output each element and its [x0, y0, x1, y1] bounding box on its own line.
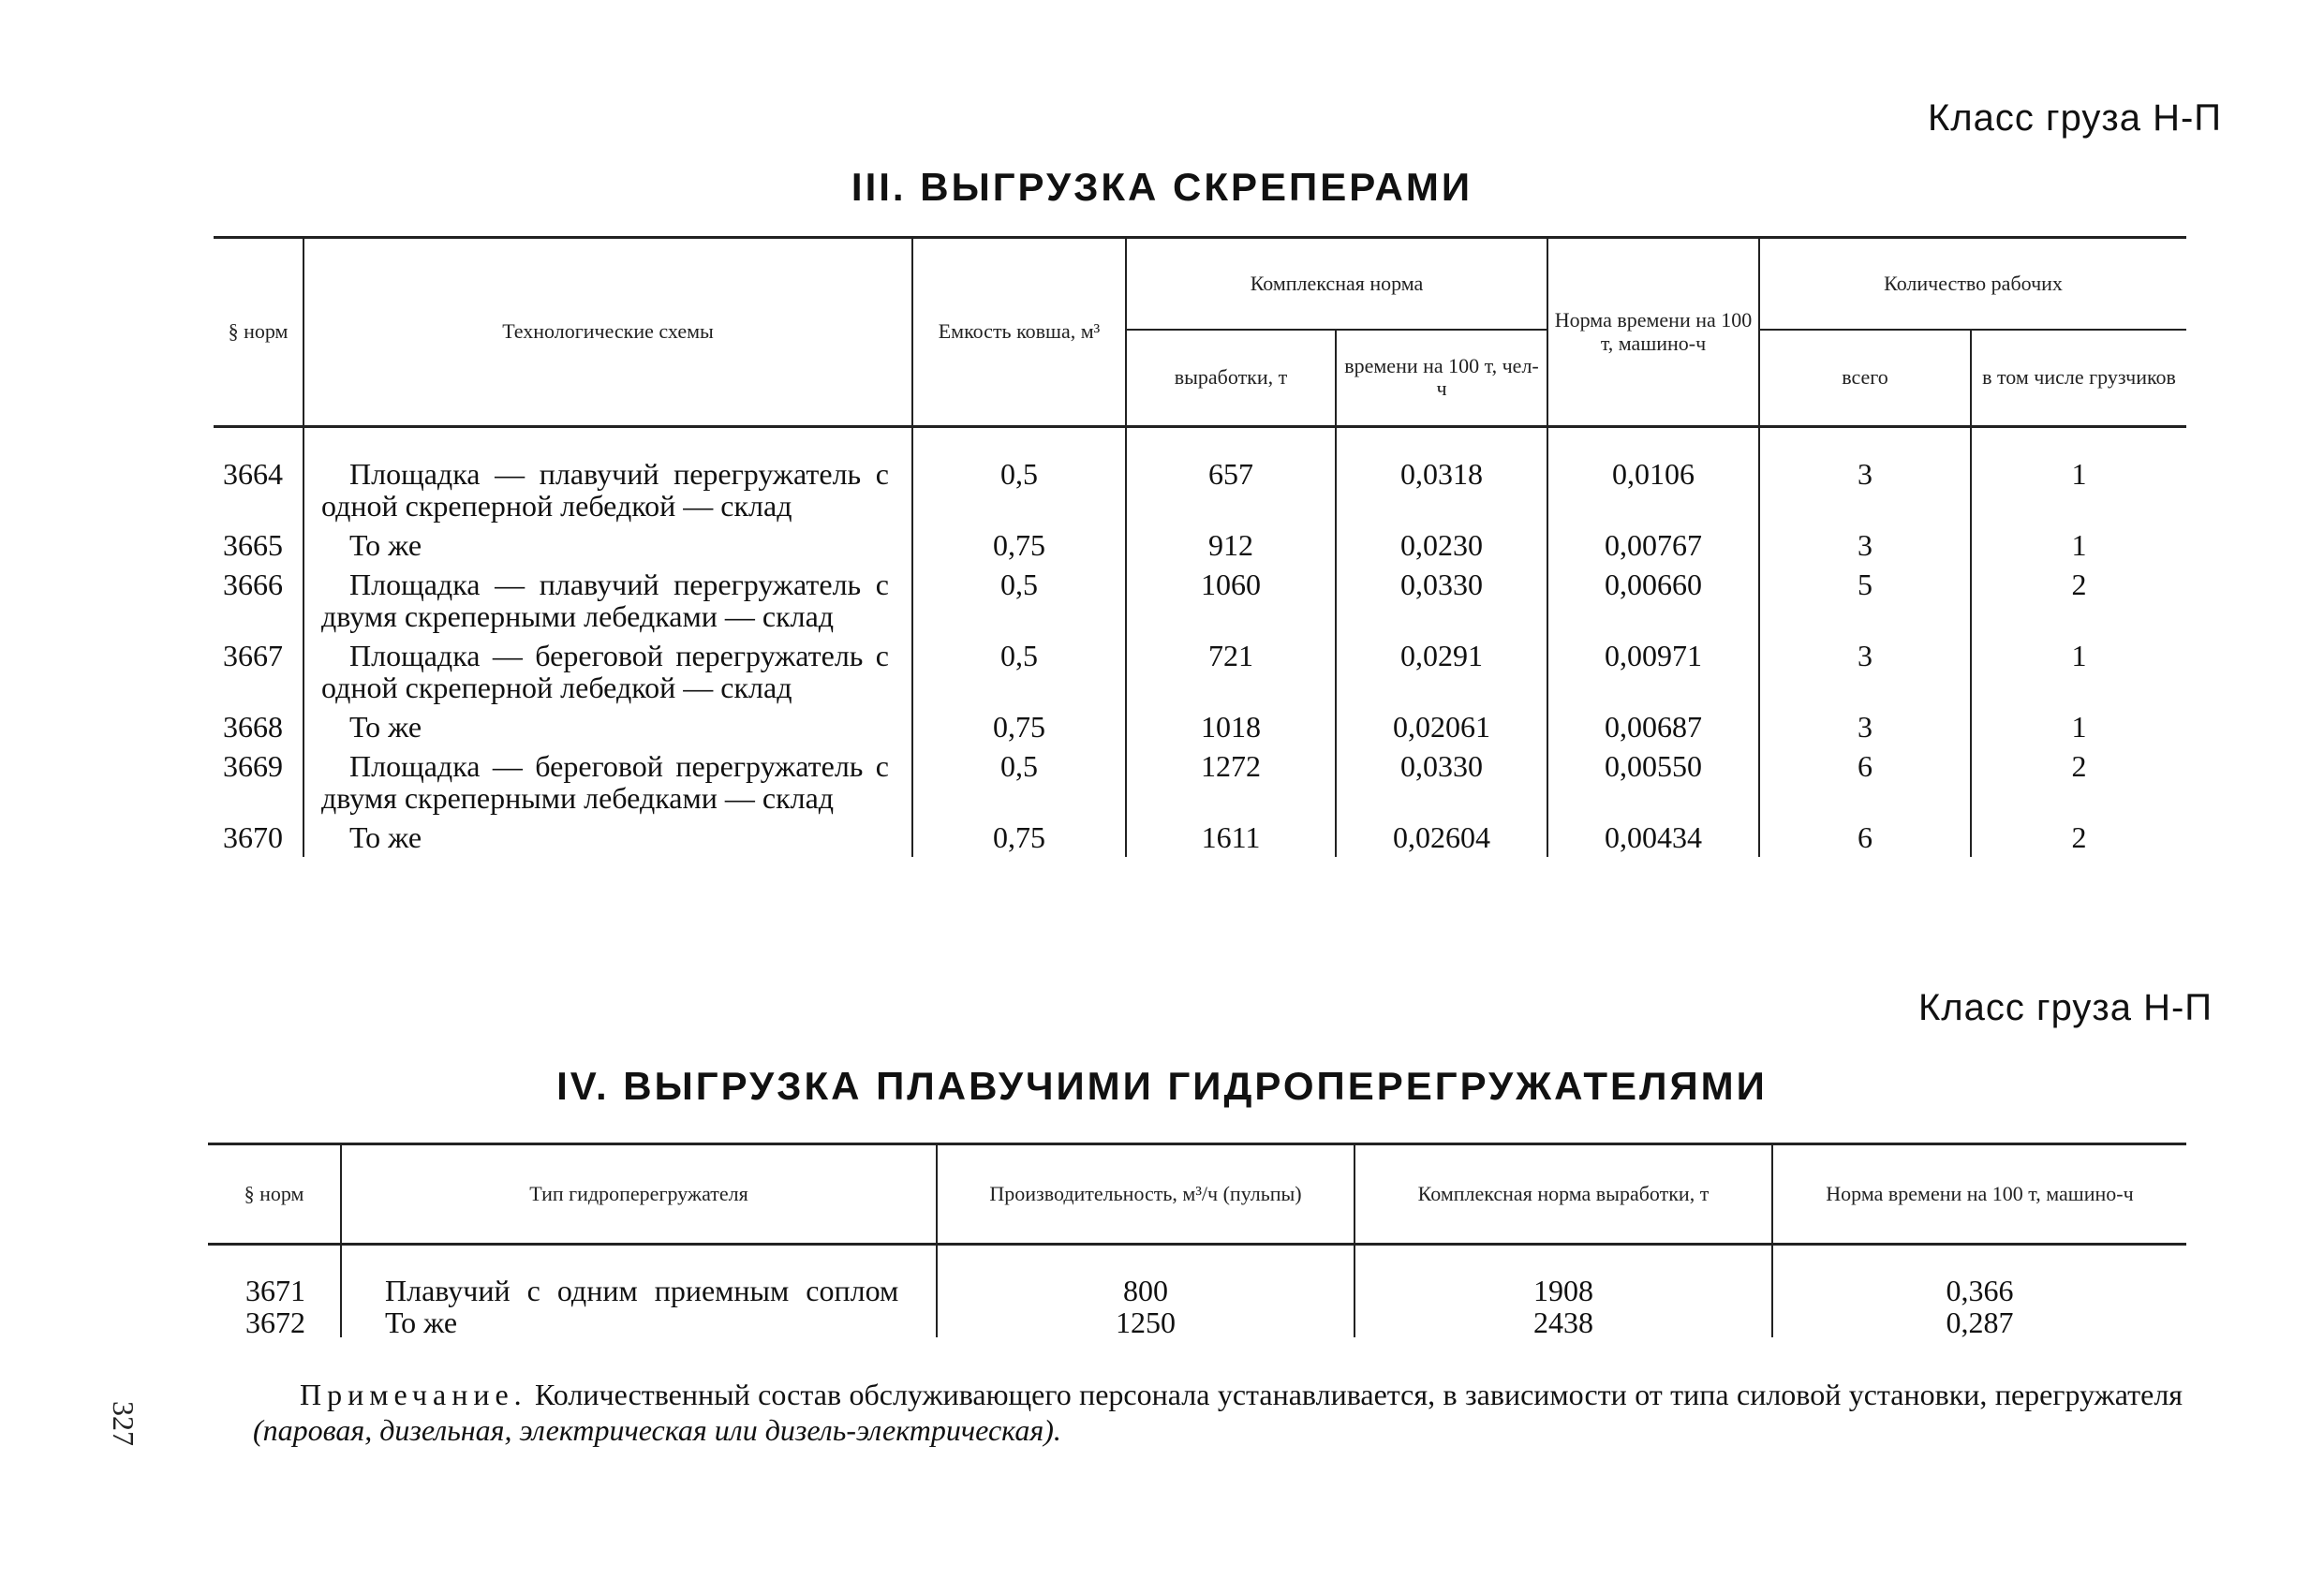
- time-value: 0,0330: [1336, 746, 1547, 818]
- productivity-value: 1250: [937, 1305, 1354, 1337]
- output-value: 912: [1126, 525, 1336, 565]
- header-hydro-type: Тип гидроперегружателя: [341, 1144, 937, 1245]
- table-row: [214, 525, 2186, 565]
- loaders-value: 2: [1971, 818, 2186, 857]
- norm-number: 3664: [223, 457, 283, 491]
- header-time-per-100t: времени на 100 т, чел-ч: [1336, 330, 1547, 427]
- productivity-value: 800: [937, 1245, 1354, 1306]
- capacity-value: 0,5: [912, 636, 1126, 707]
- machine-value: 0,366: [1772, 1245, 2186, 1306]
- scraper-unloading-table: [214, 236, 2186, 857]
- note-text: Количественный состав обслуживающего персонала устанавливается, в зависимости от типа силовой установки, перегружателя: [526, 1378, 2183, 1411]
- output-value: 1272: [1126, 746, 1336, 818]
- machine-value: 0,00971: [1547, 636, 1759, 707]
- time-value: 0,0330: [1336, 565, 1547, 636]
- note-italic-text: (паровая, дизельная, электрическая или дизель-электрическая).: [253, 1413, 1061, 1447]
- header-workers-total: всего: [1759, 330, 1971, 427]
- cargo-class-label-top: Класс груза Н-П: [1928, 97, 2223, 139]
- loaders-value: 1: [1971, 707, 2186, 746]
- workers-total-value: 3: [1759, 707, 1971, 746]
- capacity-value: 0,5: [912, 565, 1126, 636]
- capacity-value: 0,75: [912, 707, 1126, 746]
- table-row: [208, 1245, 2186, 1306]
- output-value: 1060: [1126, 565, 1336, 636]
- norm-number: 3668: [223, 710, 283, 744]
- norm-number: 3666: [223, 568, 283, 601]
- capacity-value: 0,75: [912, 525, 1126, 565]
- scheme-text: Площадка — береговой перегружатель с двумя скреперными лебедками — склад: [303, 746, 912, 818]
- machine-value: 0,0106: [1547, 427, 1759, 526]
- machine-value: 0,00660: [1547, 565, 1759, 636]
- header-workers: Количество рабочих: [1759, 238, 2186, 330]
- norm-number: 3667: [223, 639, 283, 672]
- loaders-value: 2: [1971, 565, 2186, 636]
- output-value: 657: [1126, 427, 1336, 526]
- norm-number: 3665: [223, 528, 283, 562]
- scheme-text: Площадка — плавучий перегружатель с одной скреперной лебедкой — склад: [303, 427, 912, 526]
- note-lead: Примечание.: [300, 1378, 527, 1411]
- loaders-value: 1: [1971, 427, 2186, 526]
- page-number: 327: [107, 1401, 141, 1446]
- table-row: [214, 707, 2186, 746]
- output-value: 1611: [1126, 818, 1336, 857]
- loaders-value: 2: [1971, 746, 2186, 818]
- workers-total-value: 6: [1759, 818, 1971, 857]
- workers-total-value: 6: [1759, 746, 1971, 818]
- time-value: 0,02061: [1336, 707, 1547, 746]
- header-output: выработки, т: [1126, 330, 1336, 427]
- section-4-title: IV. ВЫГРУЗКА ПЛАВУЧИМИ ГИДРОПЕРЕГРУЖАТЕЛЯМИ: [556, 1064, 1768, 1108]
- header-complex-norm: Комплексная норма: [1126, 238, 1547, 330]
- header-machine-time: Норма времени на 100 т, машино-ч: [1547, 238, 1759, 427]
- machine-value: 0,287: [1772, 1305, 2186, 1337]
- header-capacity: Емкость ковша, м³: [912, 238, 1126, 427]
- header-loaders: в том числе грузчиков: [1971, 330, 2186, 427]
- time-value: 0,0318: [1336, 427, 1547, 526]
- header-productivity: Производительность, м³/ч (пульпы): [937, 1144, 1354, 1245]
- norm-number: 3669: [223, 749, 283, 783]
- scheme-text: То же: [303, 707, 912, 746]
- table-row: [214, 818, 2186, 857]
- machine-value: 0,00687: [1547, 707, 1759, 746]
- workers-total-value: 5: [1759, 565, 1971, 636]
- time-value: 0,0230: [1336, 525, 1547, 565]
- loaders-value: 1: [1971, 525, 2186, 565]
- footnote: [253, 1377, 2183, 1448]
- complex-output-value: 2438: [1354, 1305, 1772, 1337]
- scheme-text: Площадка — береговой перегружатель с одной скреперной лебедкой — склад: [303, 636, 912, 707]
- complex-output-value: 1908: [1354, 1245, 1772, 1306]
- scheme-text: То же: [303, 525, 912, 565]
- output-value: 1018: [1126, 707, 1336, 746]
- scheme-text: То же: [303, 818, 912, 857]
- table-row: [214, 746, 2186, 818]
- machine-value: 0,00550: [1547, 746, 1759, 818]
- table-row: [214, 636, 2186, 707]
- header-machine-time: Норма времени на 100 т, машино-ч: [1772, 1144, 2186, 1245]
- header-norm: § норм: [208, 1144, 341, 1245]
- loaders-value: 1: [1971, 636, 2186, 707]
- cargo-class-label-bottom: Класс груза Н-П: [1918, 987, 2213, 1028]
- norm-number: 3671: [245, 1274, 305, 1307]
- workers-total-value: 3: [1759, 525, 1971, 565]
- machine-value: 0,00434: [1547, 818, 1759, 857]
- hydro-type-text: То же: [341, 1305, 937, 1337]
- header-norm: § норм: [214, 238, 303, 427]
- workers-total-value: 3: [1759, 427, 1971, 526]
- workers-total-value: 3: [1759, 636, 1971, 707]
- table-row: [214, 427, 2186, 526]
- capacity-value: 0,75: [912, 818, 1126, 857]
- capacity-value: 0,5: [912, 746, 1126, 818]
- table-row: [214, 565, 2186, 636]
- section-3-title: III. ВЫГРУЗКА СКРЕПЕРАМИ: [851, 165, 1473, 209]
- norm-number: 3670: [223, 820, 283, 854]
- machine-value: 0,00767: [1547, 525, 1759, 565]
- table-row: [208, 1305, 2186, 1337]
- output-value: 721: [1126, 636, 1336, 707]
- norm-number: 3672: [245, 1305, 305, 1339]
- time-value: 0,0291: [1336, 636, 1547, 707]
- header-scheme: Технологические схемы: [303, 238, 912, 427]
- hydro-type-text: Плавучий с одним приемным соплом: [341, 1245, 937, 1306]
- header-complex-output: Комплексная норма выработки, т: [1354, 1144, 1772, 1245]
- hydro-unloading-table: [208, 1143, 2186, 1337]
- capacity-value: 0,5: [912, 427, 1126, 526]
- time-value: 0,02604: [1336, 818, 1547, 857]
- scheme-text: Площадка — плавучий перегружатель с двумя скреперными лебедками — склад: [303, 565, 912, 636]
